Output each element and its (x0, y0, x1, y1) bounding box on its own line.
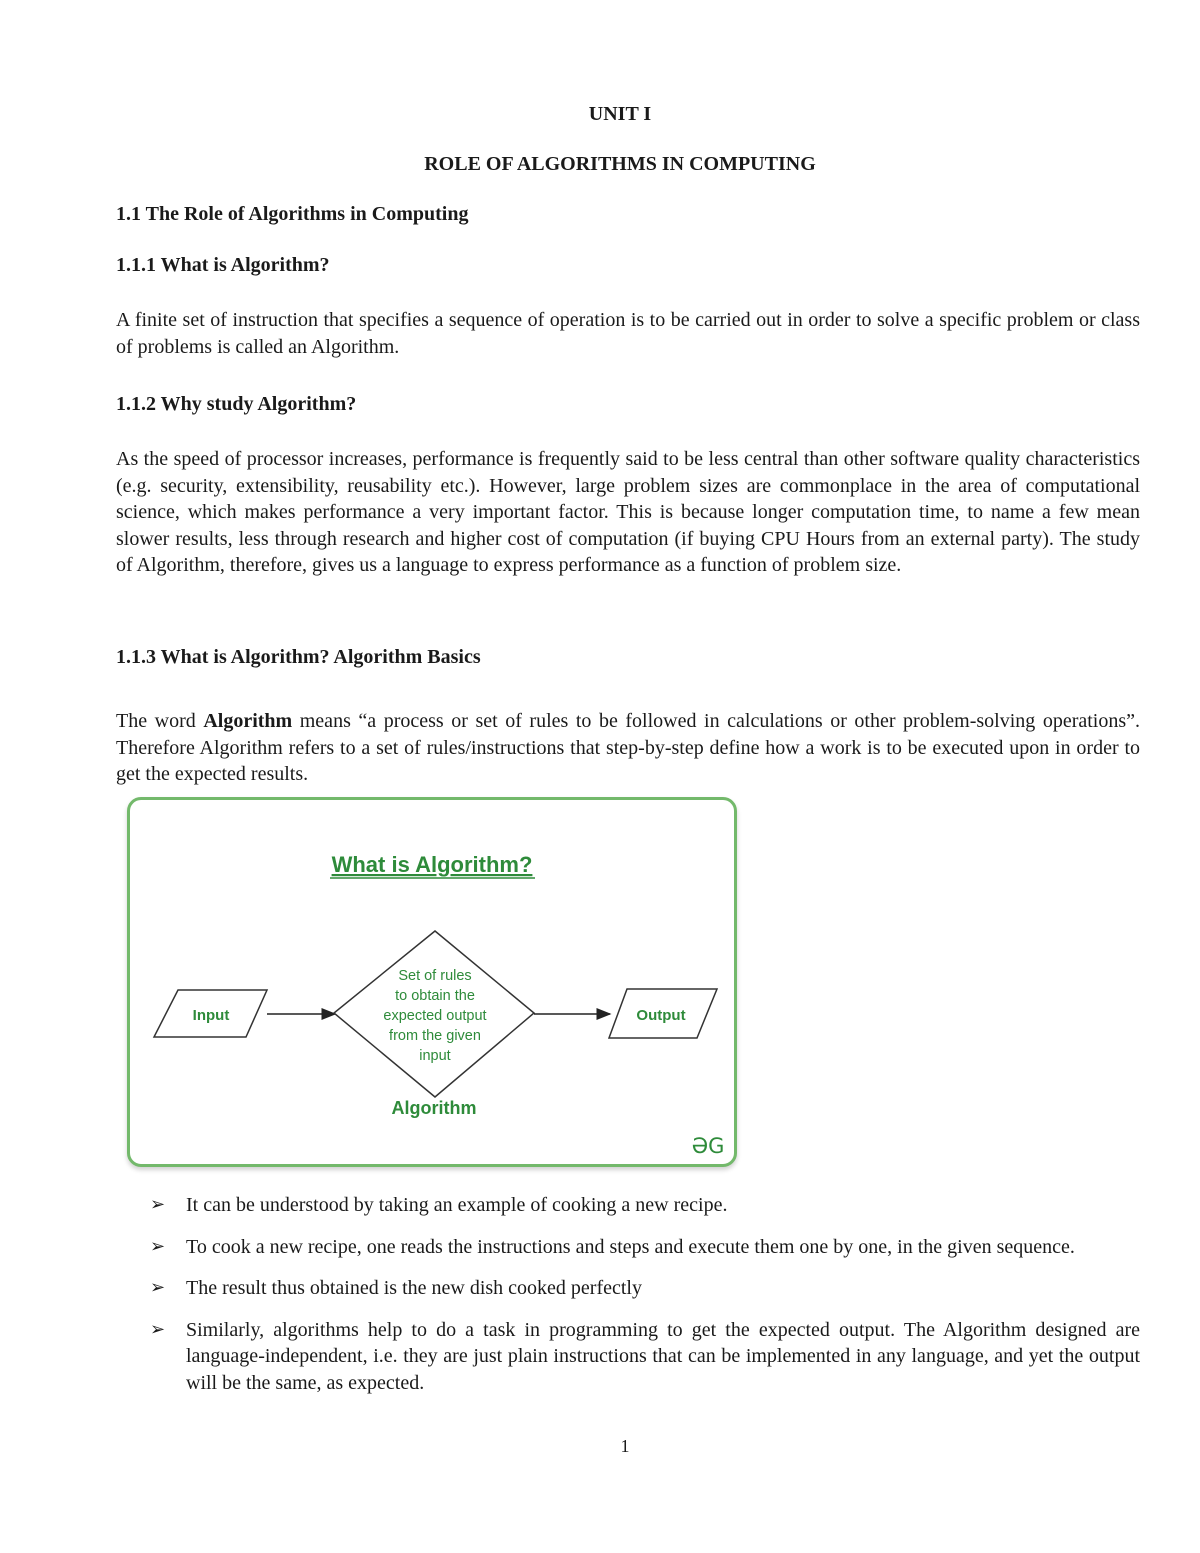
section-heading-1-1-2: 1.1.2 Why study Algorithm? (116, 393, 357, 415)
diamond-line-4: from the given (389, 1028, 481, 1044)
bullet-text: It can be understood by taking an example of cooking a new recipe. (186, 1194, 728, 1216)
bullet-text: Similarly, algorithms help to do a task in programming to get the expected output. The Algorithm designed are language-independent, i.e. they are just plain instructions that can be implemented in any language, and yet the output will be the same, as expected. (186, 1318, 1140, 1394)
paragraph-what-is-algorithm: A finite set of instruction that specifies a sequence of operation is to be carried out in order to solve a specific problem or class of problems is called an Algorithm. (116, 309, 1140, 358)
arrowhead-bullet-icon: ➢ (150, 1318, 166, 1340)
section-heading-1-1-3: 1.1.3 What is Algorithm? Algorithm Basics (116, 646, 481, 668)
paragraph-algorithm-basics (116, 708, 1140, 788)
paragraph-bold-term: Algorithm (203, 710, 293, 732)
input-label: Input (192, 1007, 230, 1024)
paragraph-suffix: means “a process or set of rules to be followed in calculations or other problem-solving operations”. Therefore Algorithm refers to a set of rules/instructions that step-by-step define how a work is to be executed upon in order to get the expected results. (116, 710, 1141, 785)
output-label: Output (636, 1007, 686, 1024)
diamond-line-3: expected output (383, 1008, 487, 1024)
algorithm-figure (127, 797, 737, 1167)
bullet-list (150, 1192, 1140, 1396)
algorithm-caption: Algorithm (391, 1098, 477, 1118)
section-heading-1-1: 1.1 The Role of Algorithms in Computing (116, 203, 469, 225)
bullet-text: To cook a new recipe, one reads the instructions and steps and execute them one by one, in the given sequence. (186, 1235, 1075, 1258)
figure-title: What is Algorithm? (331, 852, 533, 877)
unit-title: UNIT I (588, 103, 652, 125)
list-item (150, 1192, 1140, 1219)
bullet-text: The result thus obtained is the new dish cooked perfectly (186, 1277, 642, 1299)
diamond-line-2: to obtain the (395, 988, 475, 1004)
arrowhead-bullet-icon: ➢ (150, 1194, 166, 1215)
paragraph-prefix: The word (116, 710, 204, 732)
diamond-line-5: input (419, 1048, 451, 1064)
diamond-line-1: Set of rules (398, 968, 472, 984)
algorithm-flow-diagram (130, 800, 740, 1170)
chapter-title: ROLE OF ALGORITHMS IN COMPUTING (424, 153, 816, 175)
geeksforgeeks-logo-icon: ƏG (691, 1134, 725, 1158)
list-item (150, 1275, 1140, 1302)
arrowhead-bullet-icon: ➢ (150, 1277, 166, 1298)
list-item (150, 1317, 1140, 1397)
page-number: 1 (620, 1436, 630, 1456)
paragraph-why-study: As the speed of processor increases, performance is frequently said to be less central than other software quality characteristics (e.g. security, extensibility, reusability etc.). However, large problem sizes are commonplace in the area of computational science, which makes performance a very important factor. This is because longer computation time, to name a few mean slower results, less through research and higher cost of computation (if buying CPU Hours from an external party). The study of Algorithm, therefore, gives us a language to express performance as a function of problem size. (116, 448, 1140, 576)
arrowhead-bullet-icon: ➢ (150, 1235, 166, 1257)
list-item (150, 1234, 1140, 1261)
section-heading-1-1-1: 1.1.1 What is Algorithm? (116, 254, 330, 276)
